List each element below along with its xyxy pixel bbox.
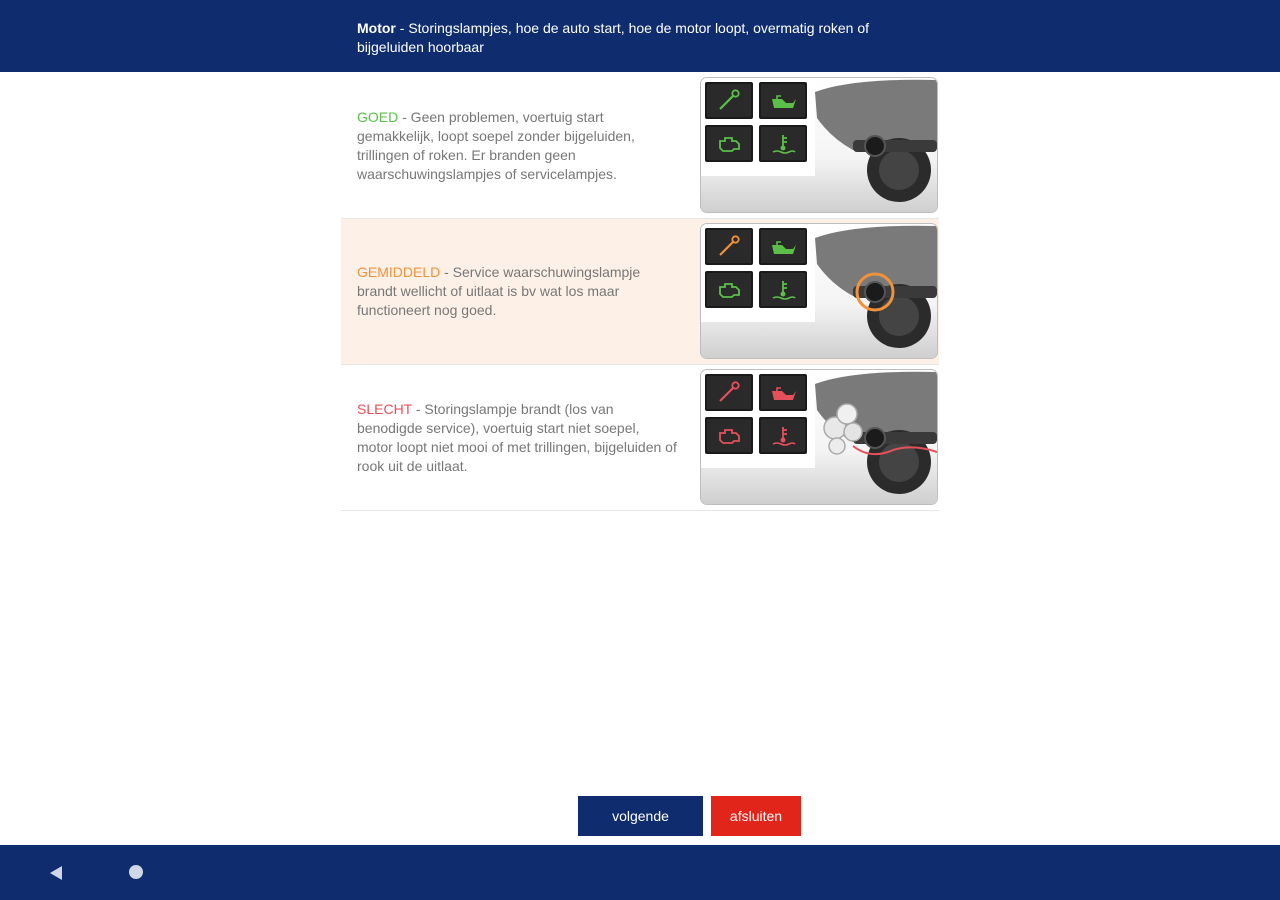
warning-lamp-panel: [701, 370, 815, 468]
engine-icon: [705, 417, 753, 454]
page-title-bold: Motor: [357, 20, 396, 36]
engine-icon: [705, 125, 753, 162]
engine-illustration: [701, 78, 937, 212]
rating-text: - Geen problemen, voertuig start gemakkelijk, loopt soepel zonder bijgeluiden, trillingen of roken. Er branden geen waarschuwingslampjes of servicelampjes.: [357, 109, 635, 182]
rating-label: GEMIDDELD: [357, 264, 441, 280]
wrench-icon: [705, 228, 753, 265]
close-button[interactable]: afsluiten: [711, 796, 801, 836]
oil-can-icon: [759, 82, 807, 119]
rating-description: [357, 108, 679, 184]
coolant-icon: [759, 125, 807, 162]
engine-illustration: [701, 370, 937, 504]
rating-label: SLECHT: [357, 401, 412, 417]
page-title: [357, 19, 937, 57]
next-button[interactable]: volgende: [578, 796, 703, 836]
car-rear-image: [813, 78, 937, 212]
engine-icon: [705, 271, 753, 308]
back-icon[interactable]: [46, 863, 66, 883]
coolant-icon: [759, 417, 807, 454]
wrench-icon: [705, 374, 753, 411]
rating-row-good[interactable]: [341, 73, 939, 219]
oil-can-icon: [759, 228, 807, 265]
warning-lamp-panel: [701, 78, 815, 176]
app-header: [0, 0, 1280, 72]
page-title-rest: - Storingslampjes, hoe de auto start, hoe de motor loopt, overmatig roken of bijgeluiden hoorbaar: [357, 20, 870, 55]
rating-text: - Storingslampje brandt (los van benodigde service), voertuig start niet soepel, motor loopt niet mooi of met trillingen, bijgeluiden of rook uit de uitlaat.: [357, 401, 677, 474]
rating-description: [357, 400, 679, 476]
car-rear-image: [813, 370, 937, 504]
rating-description: [357, 263, 679, 320]
engine-illustration: [701, 224, 937, 358]
car-rear-image: [813, 224, 937, 358]
rating-text: - Service waarschuwingslampje brandt wellicht of uitlaat is bv wat los maar functioneert nog goed.: [357, 264, 641, 318]
rating-row-medium[interactable]: [341, 219, 939, 365]
rating-label: GOED: [357, 109, 399, 125]
system-nav-bar: [0, 845, 1280, 900]
wrench-icon: [705, 82, 753, 119]
home-icon[interactable]: [128, 864, 144, 880]
coolant-icon: [759, 271, 807, 308]
warning-lamp-panel: [701, 224, 815, 322]
oil-can-icon: [759, 374, 807, 411]
rating-row-bad[interactable]: [341, 365, 939, 511]
